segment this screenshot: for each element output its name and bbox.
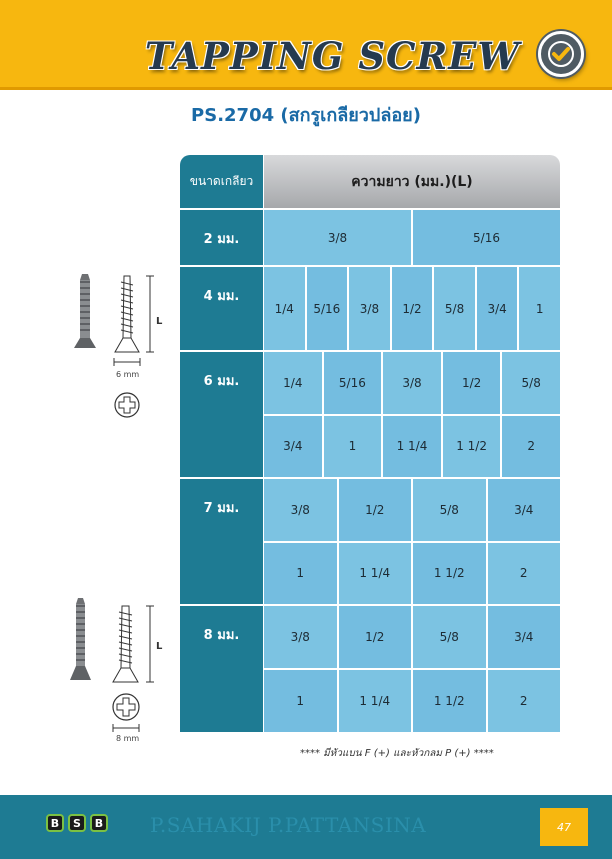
length-value-cell: 1 1/2 (443, 416, 501, 478)
length-value-cell: 1/4 (264, 267, 305, 350)
length-value-cell: 5/8 (413, 479, 486, 541)
length-value-cell: 3/8 (349, 267, 390, 350)
length-value-cell: 3/8 (264, 210, 411, 265)
length-value-cell: 5/16 (307, 267, 348, 350)
length-value-cell: 1 1/4 (383, 416, 441, 478)
length-value-cell: 3/8 (383, 352, 441, 414)
logo-letter: B (46, 814, 64, 832)
diameter-label: 6 mm (116, 370, 140, 379)
page-title: TAPPING SCREW (144, 34, 520, 78)
length-label: L (156, 641, 163, 652)
length-column-header: ความยาว (มม.)(L) (264, 155, 560, 208)
screw-drawing-icon (114, 276, 154, 366)
logo-letter: B (90, 814, 108, 832)
length-value-cell: 1 (264, 670, 337, 732)
phillips-head-icon (115, 393, 139, 417)
length-label: L (156, 316, 163, 327)
length-value-cell: 3/4 (477, 267, 518, 350)
size-length-table (180, 155, 560, 732)
length-value-cell: 3/8 (264, 479, 337, 541)
length-value-cell: 1/2 (443, 352, 501, 414)
length-value-cell: 1 (264, 543, 337, 605)
length-value-cell: 3/8 (264, 606, 337, 668)
screw-photo-icon (74, 274, 96, 348)
screw-photo-icon (70, 598, 91, 680)
length-value-cell: 5/16 (413, 210, 560, 265)
footnote: **** มีหัวแบน F (+) และหัวกลม P (+) **** (300, 748, 494, 759)
length-value-cell: 1 1/4 (339, 543, 412, 605)
length-value-cell: 1/4 (264, 352, 322, 414)
page-number: 47 (540, 808, 588, 846)
length-value-cell: 3/4 (488, 479, 561, 541)
length-value-cell: 1 1/4 (339, 670, 412, 732)
company-logo (46, 814, 108, 832)
thread-size-cell: 8 มม. (180, 606, 263, 732)
length-value-cell: 1/2 (339, 606, 412, 668)
thread-size-cell: 7 มม. (180, 479, 263, 604)
length-value-cell: 3/4 (488, 606, 561, 668)
phillips-head-icon (113, 694, 139, 732)
length-value-cell: 5/8 (413, 606, 486, 668)
product-subtitle: PS.2704 (สกรูเกลียวปล่อย) (191, 105, 421, 126)
diameter-label: 8 mm (116, 734, 140, 743)
length-value-cell: 5/8 (502, 352, 560, 414)
length-value-cell: 5/16 (324, 352, 382, 414)
size-column-header: ขนาดเกลียว (180, 155, 263, 208)
logo-letter: S (68, 814, 86, 832)
length-value-cell: 5/8 (434, 267, 475, 350)
length-value-cell: 2 (488, 670, 561, 732)
thread-size-cell: 2 มม. (180, 210, 263, 265)
length-value-cell: 2 (502, 416, 560, 478)
length-value-cell: 1/2 (392, 267, 433, 350)
length-value-cell: 1 (324, 416, 382, 478)
length-value-cell: 1 (519, 267, 560, 350)
length-value-cell: 2 (488, 543, 561, 605)
length-value-cell: 3/4 (264, 416, 322, 478)
screw-drawing-icon (113, 606, 154, 682)
check-circle-icon (538, 31, 584, 77)
thread-size-cell: 4 มม. (180, 267, 263, 350)
footer-brand: P.SAHAKIJ P.PATTANSINA (150, 813, 427, 837)
length-value-cell: 1/2 (339, 479, 412, 541)
thread-size-cell: 6 มม. (180, 352, 263, 477)
screw-illustrations (0, 0, 180, 760)
length-value-cell: 1 1/2 (413, 670, 486, 732)
length-value-cell: 1 1/2 (413, 543, 486, 605)
